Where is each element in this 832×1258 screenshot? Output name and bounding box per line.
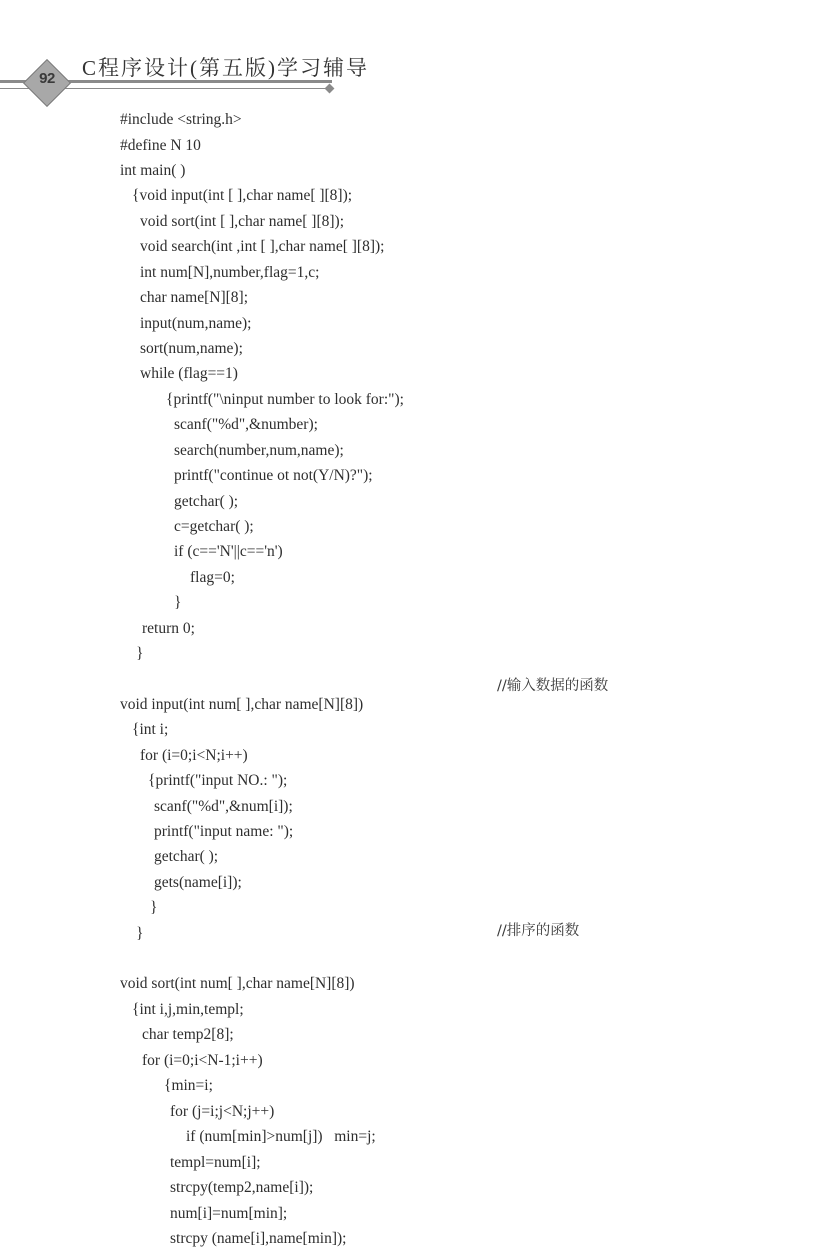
code-line: templ=num[i]; (170, 1154, 261, 1171)
code-line: void search(int ,int [ ],char name[ ][8]); (140, 238, 385, 255)
code-line: gets(name[i]); (154, 874, 242, 891)
code-line: c=getchar( ); (174, 518, 254, 535)
code-line: flag=0; (190, 569, 235, 586)
code-line: if (num[min]>num[j]) min=j; (186, 1128, 376, 1145)
code-line: #include <string.h> (120, 111, 242, 128)
code-line: {printf("\ninput number to look for:"); (166, 391, 404, 408)
code-line: num[i]=num[min]; (170, 1205, 288, 1222)
code-line: void sort(int num[ ],char name[N][8]) (120, 975, 355, 992)
code-line: } (136, 645, 144, 662)
code-line: input(num,name); (140, 315, 252, 332)
code-line: } (174, 594, 182, 611)
code-line: search(number,num,name); (174, 442, 344, 459)
page-number: 92 (39, 70, 55, 87)
code-line: getchar( ); (174, 493, 239, 510)
code-line: scanf("%d",&num[i]); (154, 798, 293, 815)
code-comment: //排序的函数 (497, 923, 580, 939)
code-line: return 0; (142, 620, 195, 637)
code-line: } (136, 925, 144, 942)
code-line: {void input(int [ ],char name[ ][8]); (132, 187, 353, 204)
code-line: void input(int num[ ],char name[N][8]) (120, 696, 364, 713)
code-line: if (c=='N'||c=='n') (174, 543, 283, 560)
code-line: void sort(int [ ],char name[ ][8]); (140, 213, 345, 230)
code-line: while (flag==1) (140, 365, 238, 382)
code-line: strcpy (name[i],name[min]); (170, 1230, 347, 1247)
code-line: char name[N][8]; (140, 289, 249, 306)
code-line: scanf("%d",&number); (174, 416, 318, 433)
code-line: {printf("input NO.: "); (148, 772, 288, 789)
code-line: {int i,j,min,templ; (132, 1001, 244, 1018)
code-line: for (i=0;i<N;i++) (140, 747, 248, 764)
code-line: char temp2[8]; (142, 1026, 234, 1043)
code-line: } (150, 899, 158, 916)
code-line: int num[N],number,flag=1,c; (140, 264, 320, 281)
code-line: int main( ) (120, 162, 186, 179)
code-line: sort(num,name); (140, 340, 243, 357)
code-line: {int i; (132, 721, 169, 738)
code-line: strcpy(temp2,name[i]); (170, 1179, 314, 1196)
code-comment: //输入数据的函数 (497, 678, 609, 694)
book-title: C程序设计(第五版)学习辅导 (82, 56, 369, 80)
code-line: for (j=i;j<N;j++) (170, 1103, 275, 1120)
code-line: for (i=0;i<N-1;i++) (142, 1052, 263, 1069)
code-line: printf("input name: "); (154, 823, 294, 840)
code-line: getchar( ); (154, 848, 219, 865)
code-line: {min=i; (164, 1077, 213, 1094)
code-line: printf("continue ot not(Y/N)?"); (174, 467, 373, 484)
code-line: #define N 10 (120, 137, 201, 154)
